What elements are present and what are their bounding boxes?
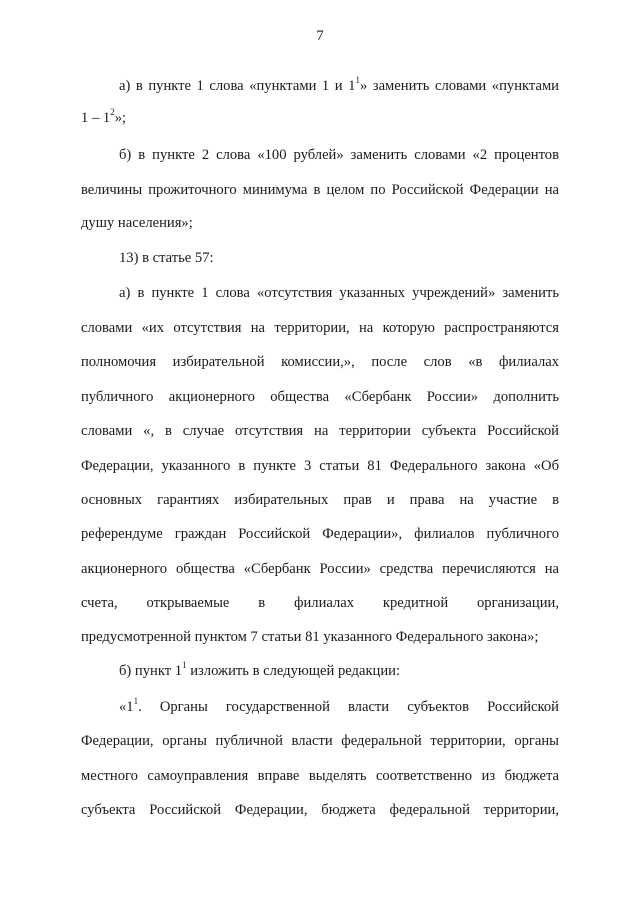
text-line: Федерации, органы публичной власти федеральной территории, органы	[81, 733, 559, 749]
text-line: акционерного общества «Сбербанк России» средства перечисляются на	[81, 561, 559, 577]
text-line: полномочия избирательной комиссии,», после слов «в филиалах	[81, 354, 559, 370]
text-line: а) в пункте 1 слова «отсутствия указанных учреждений» заменить	[119, 285, 559, 301]
text-line: величины прожиточного минимума в целом по Российской Федерации на	[81, 182, 559, 198]
text-line: основных гарантиях избирательных прав и права на участие в	[81, 492, 559, 508]
text-line: $1 - 1^2$»;	[81, 107, 127, 126]
text-line: Федерации, указанного в пункте 3 статьи 81 Федерального закона «Об	[81, 458, 559, 474]
text-line: душу населения»;	[81, 215, 193, 231]
text-line: б) пункт $1^1$ изложить в следующей редакции:	[119, 660, 401, 679]
text-line: публичного акционерного общества «Сбербанк России» дополнить	[81, 389, 559, 405]
text-line: субъекта Российской Федерации, бюджета федеральной территории,	[81, 802, 559, 818]
text-line: словами «, в случае отсутствия на территории субъекта Российской	[81, 423, 559, 439]
text-line: б) в пункте 2 слова «100 рублей» заменить словами «2 процентов	[119, 147, 559, 163]
text-line: 13) в статье 57:	[119, 250, 214, 266]
text-line: «$1^1$. Органы государственной власти субъектов Российской	[119, 696, 559, 715]
text-line: предусмотренной пунктом 7 статьи 81 указанного Федерального закона»;	[81, 629, 539, 645]
text-line: счета, открываемые в филиалах кредитной организации,	[81, 595, 559, 611]
page-number: 7	[316, 28, 324, 44]
text-line: местного самоуправления вправе выделять соответственно из бюджета	[81, 768, 559, 784]
text-line: а) в пункте 1 слова «пунктами 1 и $1^1$» заменить словами «пунктами	[119, 75, 559, 94]
text-line: референдуме граждан Российской Федерации», филиалов публичного	[81, 526, 559, 542]
text-line: словами «их отсутствия на территории, на которую распространяются	[81, 320, 559, 336]
